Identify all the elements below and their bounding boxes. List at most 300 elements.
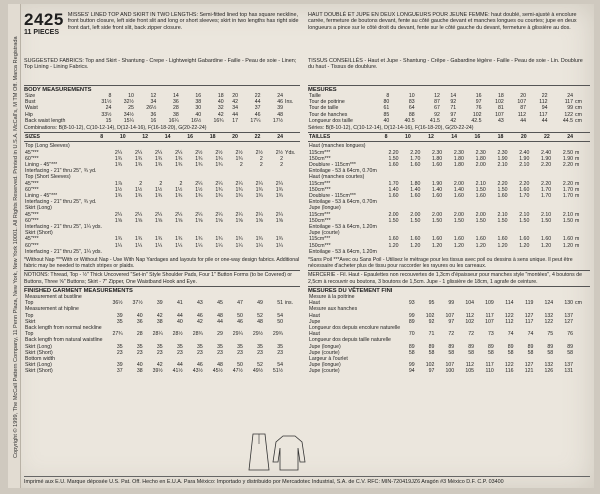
row-value: 104 — [465, 300, 474, 307]
row-value: 2 — [179, 180, 183, 187]
row-label: Back length from normal neckline — [25, 324, 102, 331]
table-row — [308, 368, 590, 374]
row-value: 2¼ — [275, 211, 283, 218]
row-value: 39 — [116, 312, 123, 319]
size-value: 16 — [187, 134, 193, 141]
row-value: 40 — [136, 312, 143, 319]
row-value: 29 — [217, 331, 223, 338]
row-value: 23 — [197, 349, 203, 356]
row-value: 39 — [116, 362, 123, 369]
finished-measurements-title: FINISHED GARMENT MEASUREMENTS — [24, 287, 133, 294]
row-unit: m — [575, 217, 580, 224]
row-value: 23 — [217, 349, 223, 356]
row-label: Interfacing - 21" thru 25", 1¼ yds. — [25, 224, 102, 231]
row-value: 1⅝ — [255, 217, 263, 224]
row-value: 107 — [517, 99, 527, 106]
row-value: 97 — [428, 368, 435, 375]
row-value: 45½ — [212, 368, 223, 375]
row-value: 102 — [465, 318, 474, 325]
row-value: 2.00 — [475, 162, 486, 169]
row-value: 1¼ — [235, 242, 243, 249]
row-value: 2.30 — [453, 149, 464, 156]
french-header — [308, 12, 590, 56]
row-value: 76 — [567, 331, 573, 338]
row-value: 12 — [150, 93, 157, 99]
row-label: Tour de taille — [309, 105, 339, 112]
row-value: 1⅝ — [215, 217, 223, 224]
row-value: 117 — [564, 99, 573, 106]
row-value: 1¾ — [275, 236, 283, 243]
row-value: 10 — [408, 93, 415, 99]
row-value: 22 — [541, 93, 548, 99]
row-value — [183, 249, 203, 255]
row-value: 58 — [507, 349, 514, 356]
row-value: 38 — [136, 368, 143, 375]
row-value: 16 — [195, 93, 202, 99]
row-label: Haut (manches courtes) — [309, 174, 365, 181]
row-value: 1.60 — [410, 193, 421, 200]
row-value: 1.90 — [541, 155, 552, 162]
row-value: 112 — [465, 312, 474, 319]
row-value: 10 — [128, 93, 134, 99]
row-value: 2 — [259, 155, 263, 162]
row-value: 1¾ — [175, 162, 183, 169]
row-value — [224, 249, 244, 255]
sizes-label: SIZES — [25, 134, 40, 141]
size-value: 20 — [520, 134, 527, 141]
poil-note: *Sans Poil ***Avec ou Sans Poil - Utilisez le métrage pour les tissus avec poil ou dessins à sens unique. Il peut être nécessaire d'acheter plus de tissu pour raccorder les rayures ou les carreaux. — [308, 257, 573, 270]
row-label: Entoilage - 53 à 64cm, 1.20m — [309, 224, 377, 231]
table-row — [24, 368, 300, 374]
row-value: 44 — [520, 117, 527, 124]
row-value: 132 — [544, 362, 554, 369]
row-value: 23 — [136, 349, 143, 356]
row-value: 1.50 — [541, 217, 552, 224]
row-value: 2¼ — [255, 211, 263, 218]
vetement-fini-table — [308, 294, 590, 375]
row-value: 1.50 — [410, 217, 421, 224]
row-unit: m — [575, 193, 580, 200]
row-value: 42 — [232, 99, 239, 106]
row-value: 46 — [197, 362, 203, 369]
row-value: 1¾ — [235, 155, 243, 162]
row-value: 51 — [277, 300, 283, 307]
row-value: 35 — [136, 343, 143, 350]
notions: NOTIONS: Thread, Top - ½" Thick Uncovered "Set-in" Style Shoulder Pads, Four 1" Button Forms (to be Covered) or Buttons, Three ⅝" Buttons; Skirt - 7" Zipper, One Waistband Hook and Eye. — [24, 272, 293, 285]
row-label: 115cm*** — [309, 211, 331, 218]
row-value: 1.90 — [562, 155, 573, 162]
sizes-row — [308, 134, 590, 140]
size-value: 10 — [404, 134, 411, 141]
row-value: 16 — [150, 117, 157, 124]
row-unit — [284, 118, 300, 124]
row-value: 58 — [408, 349, 415, 356]
row-value: 42 — [197, 318, 203, 325]
row-value: 35 — [156, 343, 163, 350]
row-value: 74 — [527, 331, 534, 338]
row-value: 28½ — [172, 331, 183, 338]
row-value: 40 — [136, 362, 143, 369]
row-value: 28 — [172, 105, 179, 112]
row-value: 72 — [468, 331, 474, 338]
row-value: 58 — [428, 349, 435, 356]
row-value: 1¾ — [215, 162, 223, 169]
row-label: 115cm*** — [309, 149, 331, 156]
row-value: 1¼ — [175, 242, 183, 249]
row-label: Entoilage - 53 à 64cm, 1.20m — [309, 248, 377, 255]
row-value: 35 — [176, 343, 183, 350]
row-value: 42 — [217, 111, 224, 118]
row-value: 38 — [156, 318, 163, 325]
row-value: 1¾ — [195, 193, 203, 200]
row-value: 121 — [524, 368, 534, 375]
row-value: 89 — [567, 343, 573, 350]
divider — [308, 286, 590, 287]
row-label: Back waist length — [25, 117, 66, 124]
row-value — [163, 249, 183, 255]
row-label: Top — [25, 312, 34, 319]
row-value: 1.20 — [519, 242, 530, 249]
row-value: 1.70 — [519, 193, 530, 200]
row-value: 41 — [176, 300, 183, 307]
row-value: 16¼ — [168, 117, 179, 124]
row-unit: ins. — [285, 300, 294, 307]
row-value: 2.10 — [497, 211, 508, 218]
row-label: 60"*** — [25, 155, 39, 162]
size-value: 18 — [209, 134, 216, 141]
row-value: 18 — [498, 93, 504, 99]
pattern-number: 2425 — [24, 10, 64, 29]
row-value: 137 — [564, 312, 573, 319]
row-label: Entoilage - 53 à 64cm, 0.70m — [309, 168, 377, 175]
row-value: 1¾ — [175, 193, 183, 200]
row-value: 75 — [547, 331, 554, 338]
row-value: 2¼ — [175, 149, 183, 156]
row-value: 31½ — [101, 99, 112, 106]
row-value: 2¼ — [255, 180, 263, 187]
row-value: 1¾ — [175, 155, 183, 162]
row-value: 2½ — [255, 149, 263, 156]
row-value: 35 — [116, 343, 123, 350]
row-value: 1.50 — [519, 217, 530, 224]
row-value: 1.40 — [410, 186, 421, 193]
row-value: 97 — [448, 318, 455, 325]
row-value: 2¼ — [114, 211, 123, 218]
row-value: 8 — [108, 93, 112, 99]
row-value: 102 — [425, 312, 435, 319]
row-value: 2.30 — [432, 149, 443, 156]
row-value: 71 — [428, 331, 435, 338]
row-unit: cm — [575, 99, 582, 106]
row-value: 105 — [465, 368, 474, 375]
row-value: 46 — [277, 99, 283, 106]
row-value: 2.10 — [519, 211, 530, 218]
row-value: 15 — [105, 117, 112, 124]
row-value: 24 — [277, 93, 283, 99]
row-value: 2.40 — [519, 149, 530, 156]
row-value: 1.70 — [562, 193, 573, 200]
row-value: 1⅝ — [155, 217, 163, 224]
row-value: 131 — [564, 368, 573, 375]
row-value: 122 — [544, 318, 554, 325]
row-label: Haut (manches longues) — [309, 143, 366, 150]
row-value: 1.90 — [519, 155, 530, 162]
row-value: 42 — [156, 362, 163, 369]
row-label: 45"*** — [25, 236, 39, 243]
row-value: 28 — [136, 331, 143, 338]
row-unit: m — [575, 162, 580, 169]
row-value: 1.70 — [410, 155, 421, 162]
row-value: 23 — [156, 349, 163, 356]
row-value: 2 — [139, 180, 143, 187]
row-value: 12 — [434, 93, 440, 99]
row-value: 1¾ — [275, 193, 283, 200]
row-value — [530, 249, 552, 255]
row-value: 1⅝ — [175, 217, 183, 224]
row-value: 1.60 — [497, 236, 508, 243]
row-value: 1.60 — [432, 236, 443, 243]
row-value: 14 — [172, 93, 179, 99]
row-value: 35 — [237, 343, 243, 350]
row-value: 43 — [197, 300, 203, 307]
row-value: 2.10 — [562, 211, 573, 218]
row-value: 1.70 — [562, 186, 573, 193]
row-value: 85 — [383, 111, 390, 118]
table-row — [24, 249, 300, 255]
row-value: 1.80 — [475, 155, 486, 162]
row-value: 37½ — [132, 300, 143, 307]
mercerie: MERCERIE - Fil. Haut - Epaulettes non recouvertes de 1,3cm d'épaisseur pour manches style "montées", 4 boutons de 2,5cm à recouvrir ou boutons, 3 boutons de 1,5cm. Jupe - 1 glissière de 18cm, 1 agrafe de ceinture. — [308, 272, 582, 285]
row-label: Hip — [25, 111, 33, 118]
size-value: 12 — [428, 134, 434, 141]
row-value: 1.20 — [562, 242, 573, 249]
row-value: 51½ — [272, 368, 283, 375]
row-value: 1¾ — [134, 236, 143, 243]
row-value: 1¾ — [255, 193, 263, 200]
row-value: 93 — [408, 300, 415, 307]
row-value — [264, 249, 284, 255]
row-label: Skirt (Long) — [25, 362, 52, 369]
row-value: 2.20 — [541, 162, 552, 169]
row-unit — [284, 134, 300, 140]
row-value: 23 — [176, 349, 183, 356]
row-value: 1.60 — [410, 162, 421, 169]
row-value: 29¾ — [272, 331, 283, 338]
row-label: Longueur dos depuis encolure naturelle — [309, 324, 401, 331]
row-value: 1.60 — [497, 193, 508, 200]
row-value: 97 — [475, 99, 482, 106]
row-label: Top — [25, 300, 34, 307]
row-value: 54 — [277, 362, 283, 369]
row-value: 1¾ — [215, 155, 223, 162]
table-row — [308, 118, 590, 124]
row-value: 41.5 — [429, 117, 440, 124]
row-unit: m — [575, 149, 580, 156]
row-value: 1.20 — [432, 242, 443, 249]
row-value — [244, 249, 264, 255]
row-value: 58 — [448, 349, 455, 356]
row-unit: cm — [575, 117, 582, 124]
row-value: 25 — [128, 105, 134, 112]
row-value: 23 — [116, 349, 123, 356]
row-value: 37 — [254, 105, 261, 112]
row-value: 50 — [237, 312, 243, 319]
row-value: 2.10 — [475, 180, 486, 187]
row-label: Jupe (longue) — [309, 205, 341, 212]
row-value: 1.60 — [541, 236, 552, 243]
size-value: 8 — [100, 134, 104, 141]
row-unit — [574, 249, 590, 255]
row-value: 2 — [280, 155, 283, 162]
row-value: 44 — [176, 362, 183, 369]
pattern-envelope-back — [8, 4, 594, 488]
row-value: 2.20 — [497, 180, 508, 187]
row-value: 1.60 — [519, 186, 530, 193]
row-value: 83 — [408, 99, 415, 106]
copyright-strip — [8, 4, 21, 488]
row-value: 1¾ — [134, 155, 143, 162]
sizes-label: TAILLES — [309, 134, 331, 141]
row-label: Size — [25, 93, 36, 99]
row-value: 2¼ — [195, 211, 203, 218]
row-value: 1.20 — [410, 242, 421, 249]
row-value: 2.00 — [388, 211, 399, 218]
row-value: 58 — [547, 349, 554, 356]
row-value: 1¾ — [134, 162, 143, 169]
row-value: 1.50 — [497, 186, 508, 193]
row-value: 1.80 — [453, 162, 464, 169]
size-value: 12 — [142, 134, 149, 141]
row-value: 1.40 — [453, 186, 464, 193]
row-value: 117 — [539, 111, 548, 118]
row-value: 92 — [434, 111, 440, 118]
row-value: 1¾ — [275, 186, 283, 193]
sizes-header — [24, 134, 300, 140]
row-value: 1.80 — [432, 155, 443, 162]
row-value: 94 — [541, 105, 548, 112]
row-value: 48 — [257, 318, 263, 325]
divider — [308, 85, 590, 86]
english-description: MISSES' LINED TOP AND SKIRT IN TWO LENGTHS: Semi-fitted lined top has square neckline, front button closure, left side front slit and long or short sleeves; skirt in two lengths has right side front dart, left side front slit, back zipper closure. — [67, 12, 299, 31]
row-value: 52 — [257, 362, 263, 369]
row-value: 46 — [254, 111, 261, 118]
size-value: 18 — [497, 134, 504, 141]
row-value: 2.30 — [475, 149, 486, 156]
row-value: 1¾ — [215, 186, 223, 193]
row-value: 2¼ — [155, 149, 163, 156]
row-value: 117 — [485, 362, 494, 369]
row-value: 44.5 — [562, 117, 573, 124]
row-value: 1.20 — [388, 242, 399, 249]
row-value: 32 — [217, 105, 224, 112]
row-value: 40 — [176, 318, 183, 325]
row-value: 43½ — [192, 368, 203, 375]
row-value: 39 — [277, 105, 283, 112]
row-label: Largeur à l'ourlet — [309, 355, 348, 362]
row-value: 1¾ — [134, 193, 143, 200]
row-value: 1.70 — [541, 186, 552, 193]
row-value: 1.60 — [519, 236, 530, 243]
row-unit: m — [575, 155, 580, 162]
row-label: Entoilage - 53 à 64cm, 0.70m — [309, 199, 377, 206]
row-value: 1.70 — [541, 193, 552, 200]
row-value: 1¼ — [275, 242, 283, 249]
row-value: 1.40 — [388, 186, 399, 193]
row-value: 1.50 — [432, 217, 443, 224]
row-value: 42 — [156, 312, 163, 319]
row-value: 35 — [116, 318, 123, 325]
row-value — [400, 249, 422, 255]
row-value: 117 — [525, 318, 534, 325]
row-value: 17¼ — [250, 117, 261, 124]
row-value: 2¼ — [175, 211, 183, 218]
row-value: 1.60 — [562, 236, 573, 243]
skirt-back-sketch — [246, 432, 272, 472]
row-value: 80 — [383, 99, 390, 106]
row-value: 1¾ — [215, 193, 223, 200]
row-label: Jupe — [309, 318, 321, 325]
row-value: 124 — [544, 300, 554, 307]
row-value: 1.80 — [410, 180, 421, 187]
row-value: 48 — [217, 362, 223, 369]
row-value: 1¾ — [114, 193, 123, 200]
row-label: Top — [25, 331, 34, 338]
row-value: 16 — [475, 93, 482, 99]
row-value: 2.10 — [497, 162, 508, 169]
row-value: 117 — [485, 312, 494, 319]
row-label: Doublure - 115cm*** — [309, 193, 356, 200]
row-value: 39 — [156, 300, 163, 307]
size-value: 14 — [164, 134, 171, 141]
row-value: 2½ — [215, 149, 223, 156]
row-value: 107 — [445, 362, 455, 369]
row-label: 150cm*** — [309, 186, 331, 193]
row-label: Skirt (Short) — [25, 368, 53, 375]
row-label: Skirt (Long) — [25, 205, 52, 212]
finished-measurements-table — [24, 294, 300, 375]
row-unit: cm — [575, 111, 582, 118]
row-value: 45 — [217, 300, 223, 307]
vetement-fini-title: MESURES DU VÊTEMENT FINI — [308, 287, 393, 294]
row-value: 1.50 — [497, 217, 508, 224]
row-value: 50 — [237, 362, 243, 369]
row-value: 99 — [408, 362, 415, 369]
row-value: 1.20 — [453, 242, 464, 249]
row-value: 2¼ — [195, 180, 203, 187]
divider — [308, 270, 590, 271]
row-value: 89 — [468, 343, 474, 350]
row-label: Lining - 45"*** — [25, 193, 58, 200]
row-value: 20 — [520, 93, 527, 99]
row-value: 2.20 — [410, 149, 421, 156]
row-value: 76 — [475, 105, 482, 112]
row-value: 1¾ — [235, 236, 243, 243]
row-value: 132 — [544, 312, 554, 319]
combinations: Combinations: B(8-10-12), C(10-12-14), D(12-14-16), F(16-18-20), G(20-22-24) — [24, 125, 207, 132]
row-value: 26½ — [146, 105, 157, 112]
row-value: 94 — [408, 368, 415, 375]
sizes-row — [24, 134, 300, 140]
row-value: 122 — [504, 362, 514, 369]
row-value: 89 — [428, 343, 435, 350]
row-label: 45"*** — [25, 211, 39, 218]
row-value: 40 — [195, 111, 202, 118]
row-value: 23 — [257, 349, 263, 356]
row-value: 2.40 — [541, 149, 552, 156]
row-value: 102 — [495, 99, 504, 106]
row-value: 2¼ — [235, 180, 243, 187]
row-label: Haut — [309, 331, 320, 338]
